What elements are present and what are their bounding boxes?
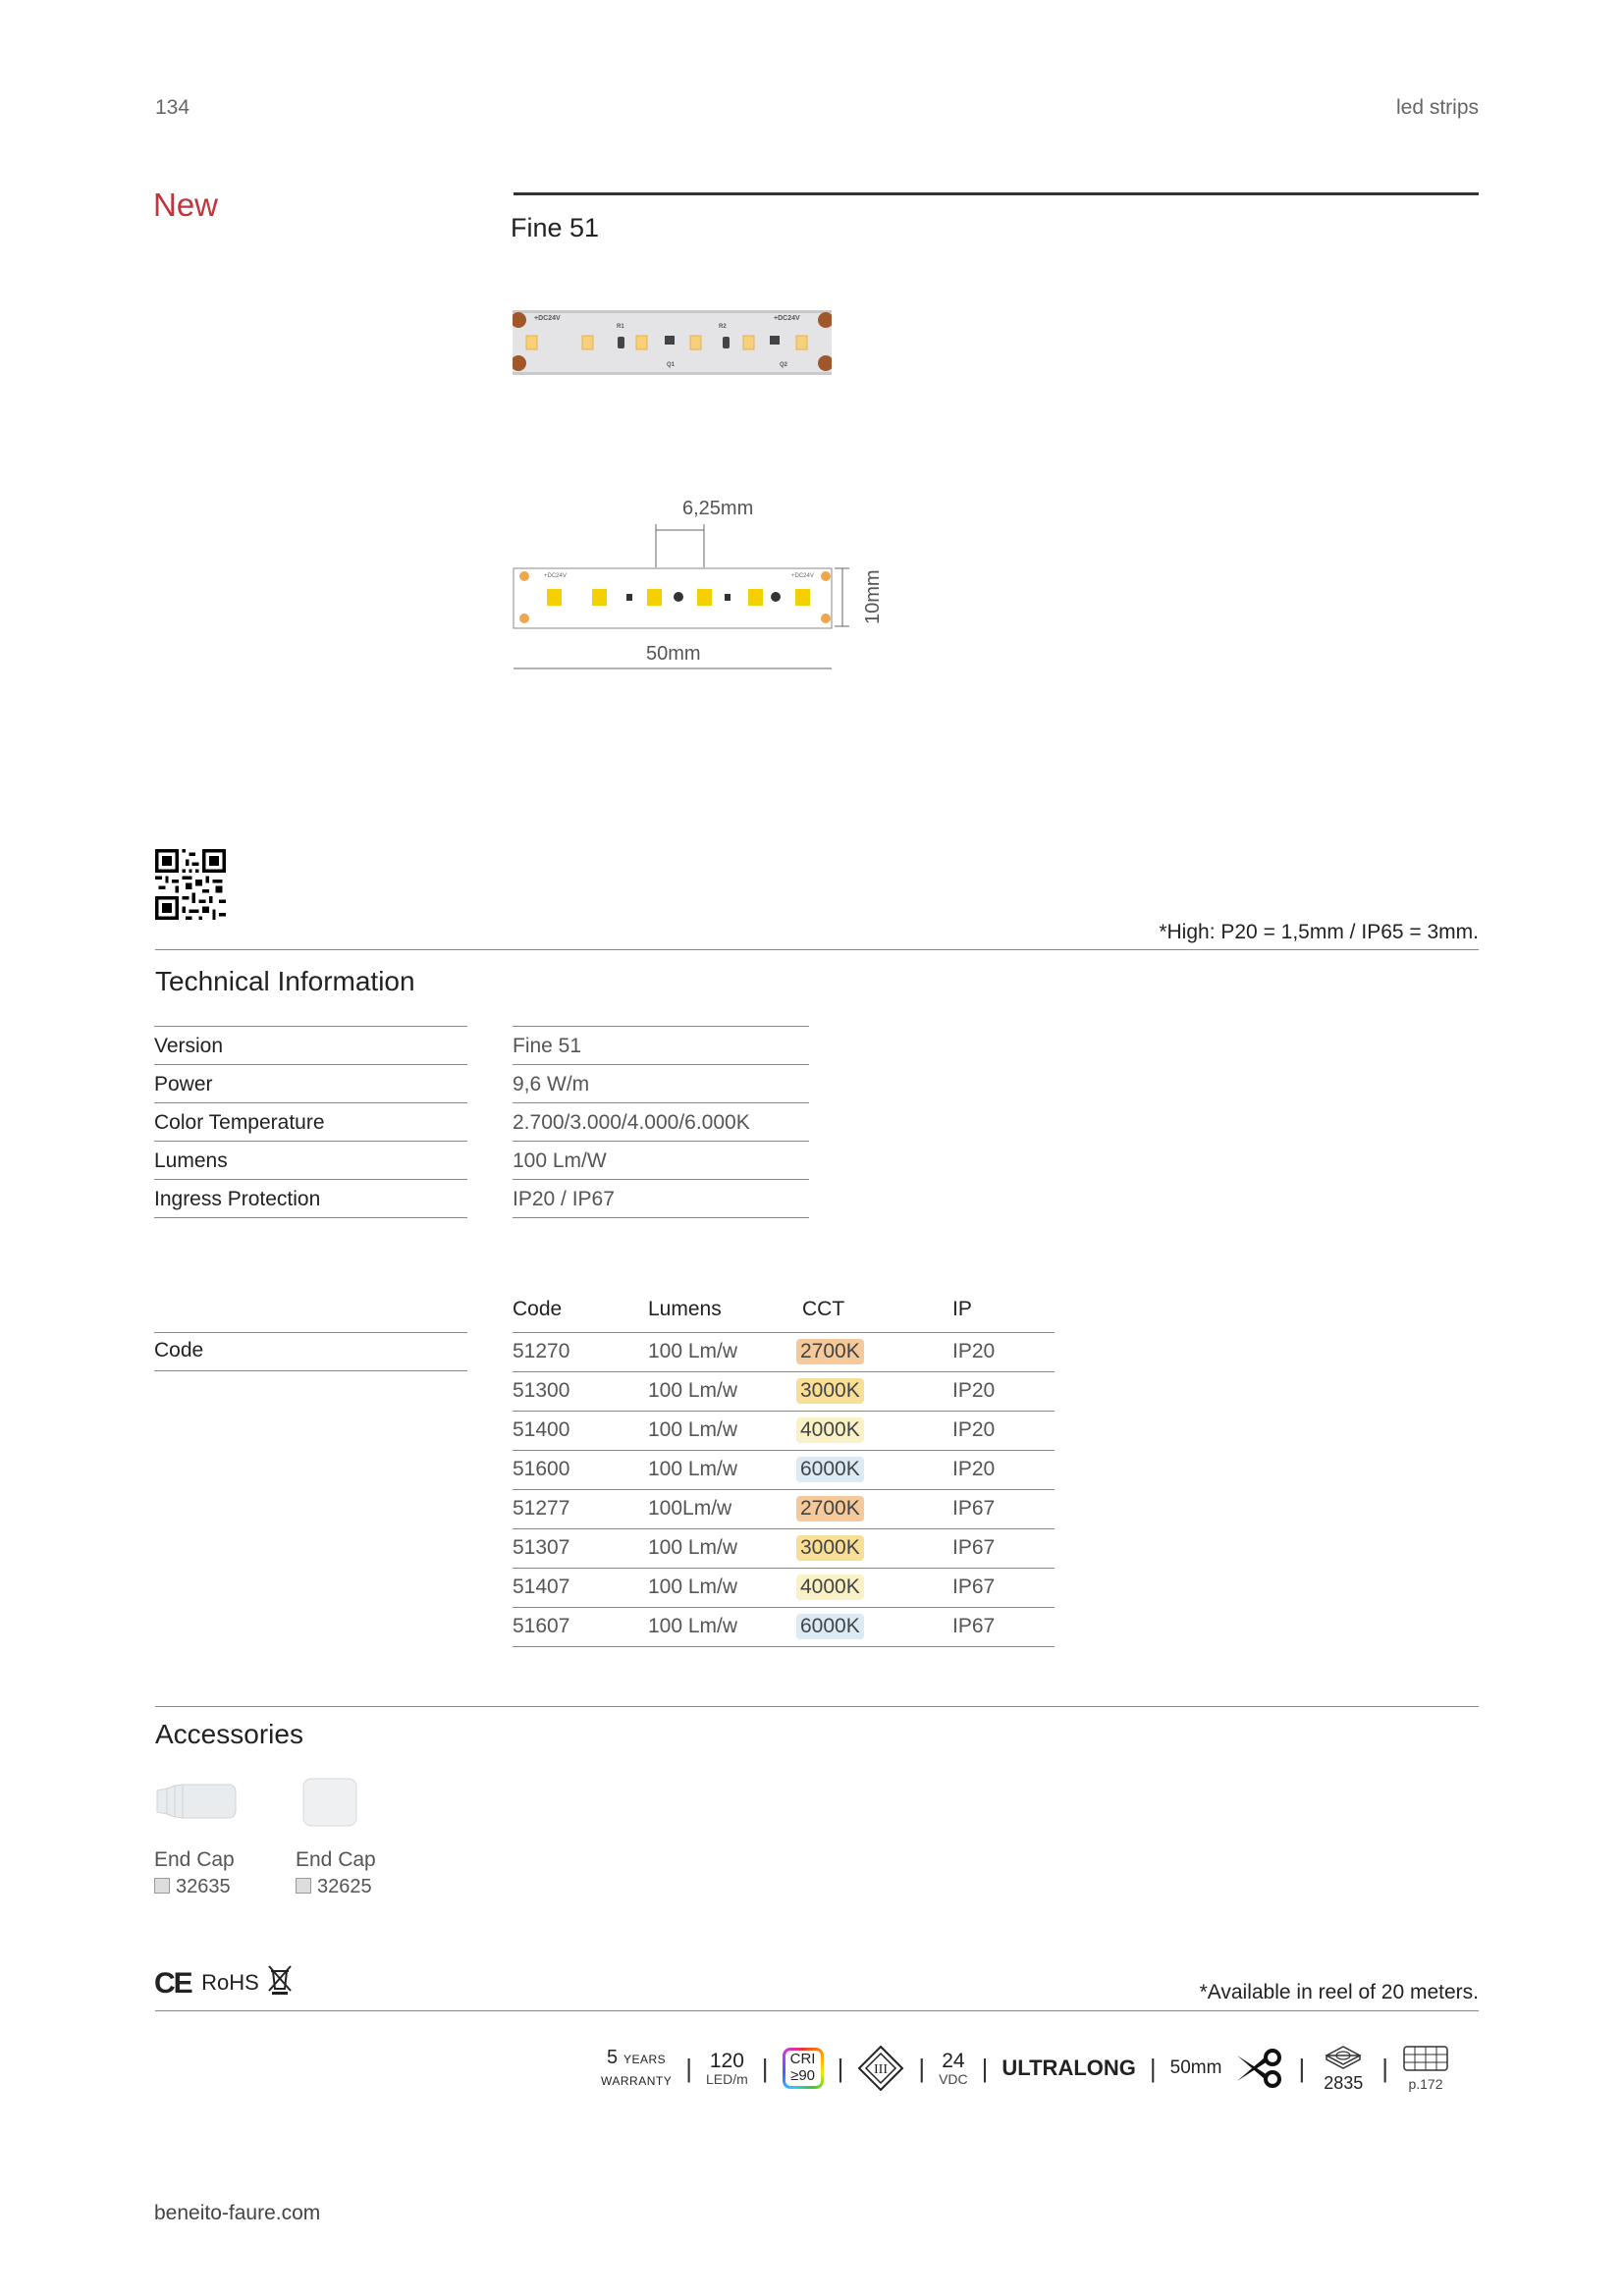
table-cell-cct: 3000K — [796, 1535, 864, 1561]
ultralong-label: ULTRALONG — [1001, 2056, 1136, 2080]
spec-label: Power — [154, 1065, 467, 1103]
spec-label: Ingress Protection — [154, 1180, 467, 1218]
table-cell-lumens: 100 Lm/w — [648, 1340, 738, 1362]
table-cell-code: 51400 — [513, 1418, 570, 1441]
checkbox-icon — [154, 1878, 170, 1894]
table-cell-ip: IP20 — [952, 1418, 996, 1441]
spec-value: 100 Lm/W — [513, 1142, 809, 1180]
table-cell-cct: 6000K — [796, 1457, 864, 1482]
svg-text:Q1: Q1 — [667, 362, 676, 368]
spec-value: IP20 / IP67 — [513, 1180, 809, 1218]
table-cell-ip: IP67 — [952, 1497, 996, 1520]
table-cell-code: 51300 — [513, 1379, 570, 1402]
table-row — [513, 1489, 1055, 1528]
separator: | — [918, 2053, 926, 2083]
separator: | — [1381, 2053, 1388, 2083]
accessory-code: 32635 — [154, 1876, 231, 1898]
pitch-dimension: 6,25mm — [682, 498, 754, 519]
spec-value: 2.700/3.000/4.000/6.000K — [513, 1103, 809, 1142]
codes-header-lumens: Lumens — [648, 1298, 722, 1320]
certifications — [154, 1963, 293, 2000]
codes-row-label: Code — [154, 1339, 204, 1362]
svg-text:III: III — [874, 2062, 889, 2077]
table-cell-ip: IP67 — [952, 1536, 996, 1559]
dimension-drawing — [511, 491, 903, 677]
divider — [155, 2010, 1479, 2011]
codes-header-cct: CCT — [802, 1298, 845, 1320]
table-cell-ip: IP20 — [952, 1379, 996, 1402]
divider — [155, 1706, 1479, 1707]
spec-label: Color Temperature — [154, 1103, 467, 1142]
codes-header-ip: IP — [952, 1298, 972, 1320]
voltage-feature: 24 VDC — [939, 2049, 968, 2087]
reel-note: *Available in reel of 20 meters. — [1199, 1981, 1479, 2003]
new-badge: New — [153, 187, 219, 223]
spec-values — [513, 1026, 809, 1218]
footer-website[interactable]: beneito-faure.com — [154, 2202, 321, 2224]
table-cell-code: 51307 — [513, 1536, 570, 1559]
technical-heading: Technical Information — [155, 966, 415, 996]
spec-labels — [154, 1026, 467, 1218]
table-cell-lumens: 100 Lm/w — [648, 1379, 738, 1402]
section-name: led strips — [1395, 96, 1479, 119]
table-row — [513, 1568, 1055, 1607]
spec-value: Fine 51 — [513, 1027, 809, 1065]
cut-length: 50mm — [1169, 2057, 1222, 2078]
table-row — [513, 1332, 1055, 1371]
table-cell-code: 51600 — [513, 1458, 570, 1480]
ce-mark-icon: CE — [154, 1967, 191, 2000]
table-row — [513, 1450, 1055, 1489]
svg-text:+DC24V: +DC24V — [534, 315, 561, 322]
separator: | — [837, 2053, 844, 2083]
table-cell-ip: IP67 — [952, 1615, 996, 1637]
length-dimension: 50mm — [646, 643, 701, 665]
leds-per-meter-feature: 120 LED/m — [706, 2049, 748, 2087]
divider — [154, 1332, 467, 1333]
table-row — [513, 1371, 1055, 1411]
divider — [155, 949, 1479, 950]
table-cell-lumens: 100 Lm/w — [648, 1615, 738, 1637]
accessory-label: End Cap — [296, 1848, 376, 1871]
spec-label: Lumens — [154, 1142, 467, 1180]
svg-text:+DC24V: +DC24V — [544, 573, 567, 579]
height-note: *High: P20 = 1,5mm / IP65 = 3mm. — [1159, 921, 1479, 943]
divider — [154, 1370, 467, 1371]
accessory-label: End Cap — [154, 1848, 235, 1871]
svg-text:+DC24V: +DC24V — [791, 573, 814, 579]
table-cell-cct: 4000K — [796, 1575, 864, 1600]
table-cell-ip: IP20 — [952, 1340, 996, 1362]
table-cell-ip: IP20 — [952, 1458, 996, 1480]
led-strip-photo — [513, 310, 832, 375]
table-cell-cct: 3000K — [796, 1378, 864, 1404]
rohs-label: RoHS — [201, 1970, 259, 1995]
table-cell-ip: IP67 — [952, 1575, 996, 1598]
product-title: Fine 51 — [511, 213, 600, 242]
feature-icons — [601, 2044, 1449, 2093]
table-cell-lumens: 100 Lm/w — [648, 1418, 738, 1441]
separator: | — [1149, 2053, 1157, 2083]
table-cell-cct: 6000K — [796, 1614, 864, 1639]
qr-code — [155, 849, 226, 920]
weee-bin-icon — [267, 1963, 293, 1995]
codes-table — [513, 1332, 1055, 1647]
accessory-code: 32625 — [296, 1876, 372, 1898]
svg-text:Q2: Q2 — [780, 362, 788, 368]
spec-value: 9,6 W/m — [513, 1065, 809, 1103]
separator: | — [761, 2053, 769, 2083]
table-cell-lumens: 100 Lm/w — [648, 1458, 738, 1480]
separator: | — [981, 2053, 989, 2083]
warranty-feature: 5 YEARS WARRANTY — [601, 2046, 673, 2088]
table-row — [513, 1411, 1055, 1450]
end-cap-image — [153, 1777, 238, 1826]
table-cell-lumens: 100Lm/w — [648, 1497, 732, 1520]
end-cap-image — [299, 1775, 360, 1830]
table-cell-code: 51270 — [513, 1340, 570, 1362]
svg-text:+DC24V: +DC24V — [774, 315, 800, 322]
table-cell-code: 51407 — [513, 1575, 570, 1598]
table-cell-lumens: 100 Lm/w — [648, 1536, 738, 1559]
chip-icon — [1319, 2044, 1368, 2069]
page-number: 134 — [155, 96, 190, 119]
svg-text:R1: R1 — [617, 324, 624, 330]
title-rule — [514, 192, 1479, 195]
grid-icon — [1402, 2045, 1449, 2072]
spec-label: Version — [154, 1027, 467, 1065]
checkbox-icon — [296, 1878, 311, 1894]
svg-text:R2: R2 — [719, 324, 727, 330]
cri-icon: CRI ≥90 — [783, 2048, 824, 2089]
height-dimension: 10mm — [862, 569, 884, 624]
separator: | — [1298, 2053, 1306, 2083]
codes-header-code: Code — [513, 1298, 563, 1320]
table-cell-code: 51607 — [513, 1615, 570, 1637]
chip-feature: 2835 — [1319, 2044, 1368, 2093]
separator: | — [685, 2053, 692, 2083]
class-iii-icon — [857, 2045, 904, 2092]
table-row — [513, 1528, 1055, 1568]
page-reference-feature[interactable]: p.172 — [1402, 2045, 1449, 2092]
scissors-icon — [1235, 2048, 1284, 2089]
accessories-heading: Accessories — [155, 1719, 303, 1749]
table-row — [513, 1607, 1055, 1647]
table-cell-lumens: 100 Lm/w — [648, 1575, 738, 1598]
table-cell-code: 51277 — [513, 1497, 570, 1520]
table-cell-cct: 4000K — [796, 1417, 864, 1443]
table-cell-cct: 2700K — [796, 1339, 864, 1364]
table-cell-cct: 2700K — [796, 1496, 864, 1522]
